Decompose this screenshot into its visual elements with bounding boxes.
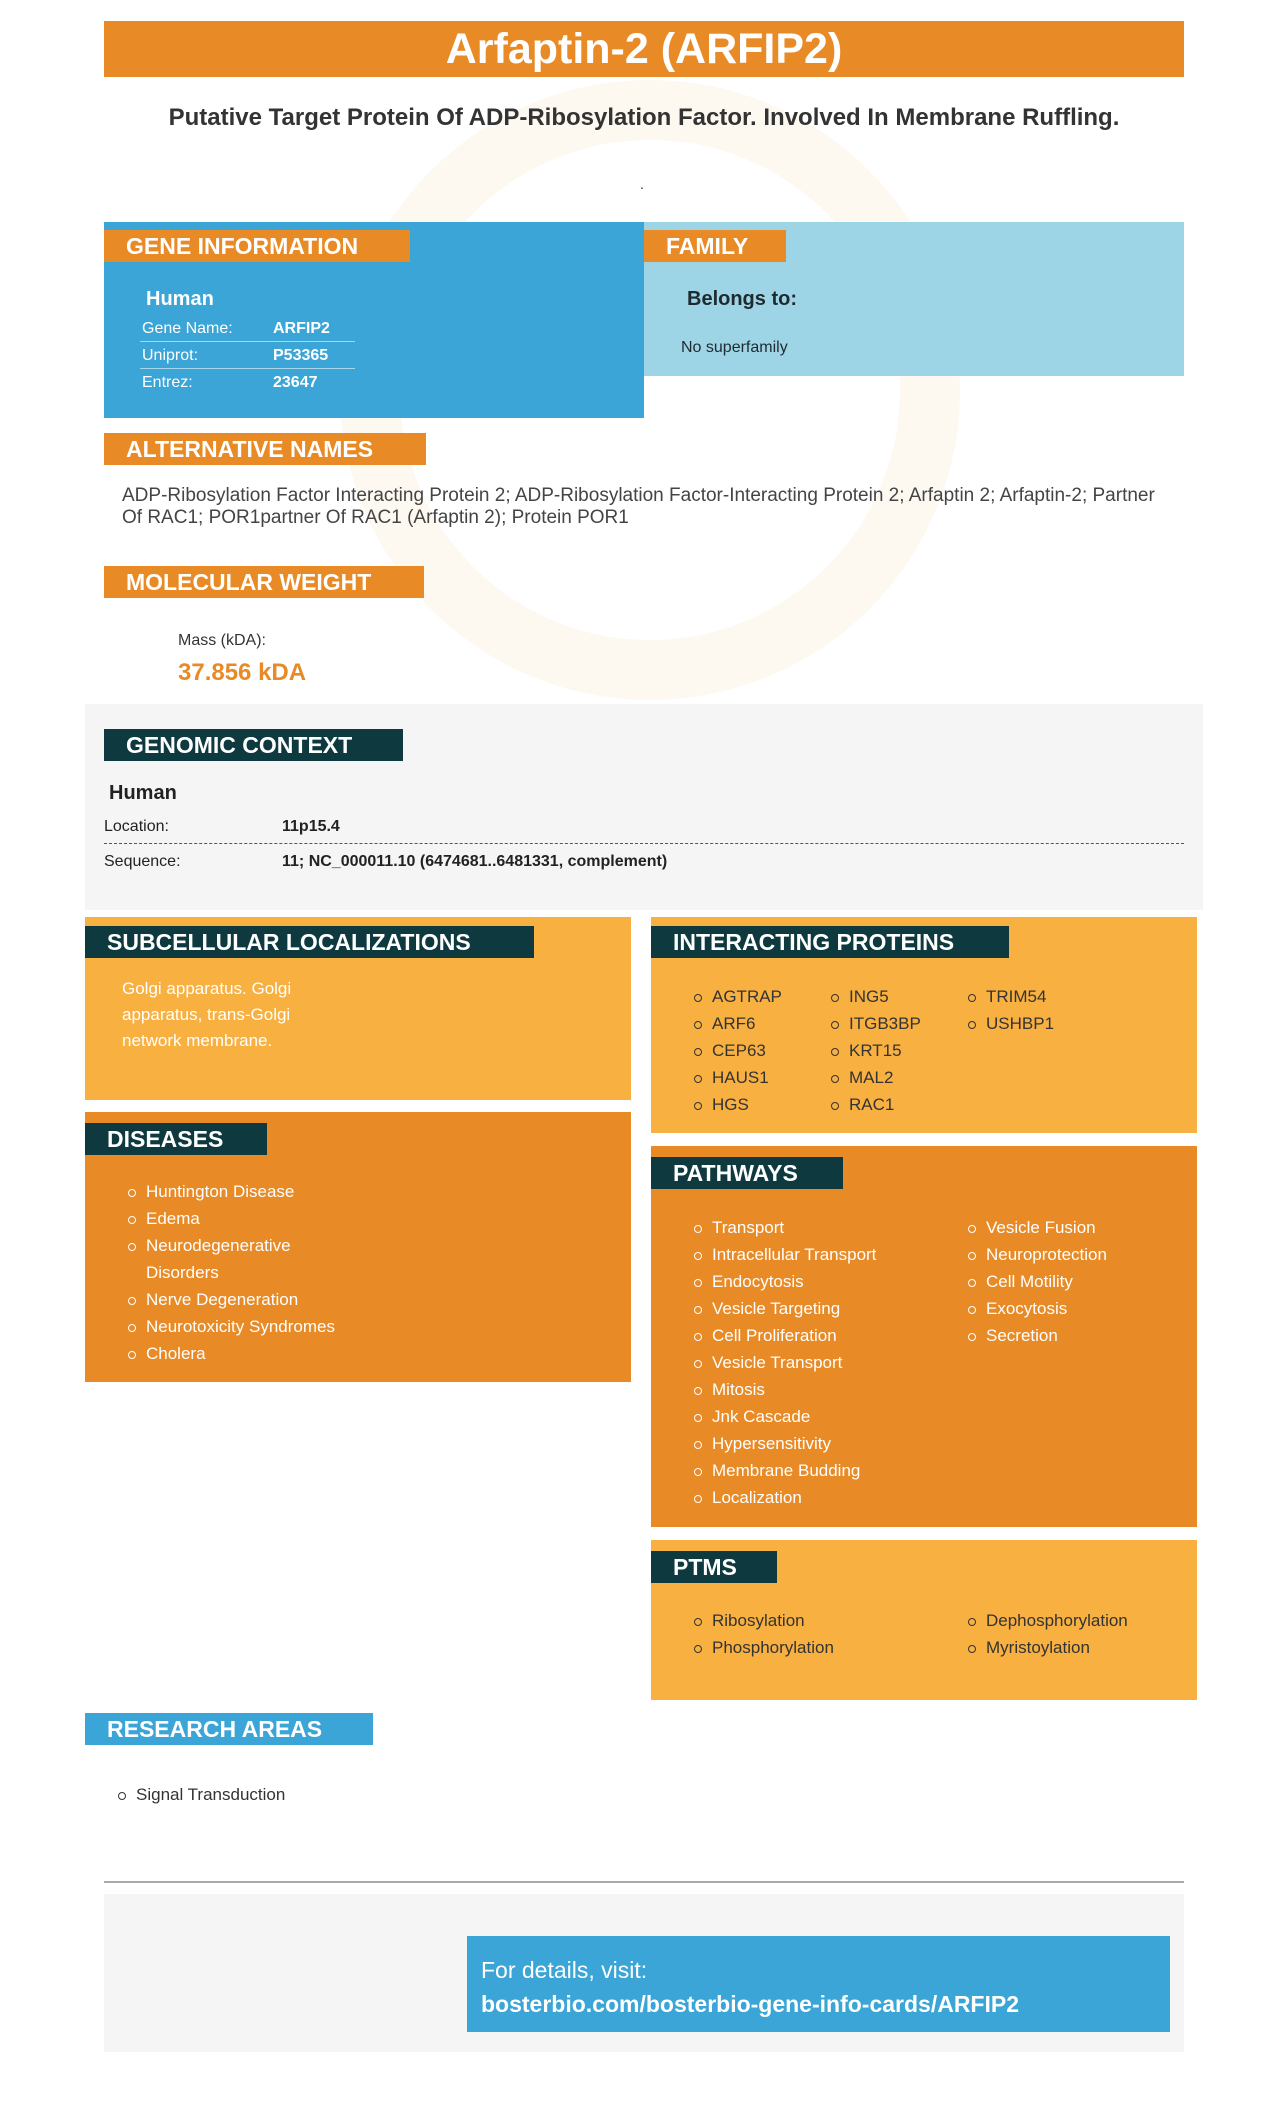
- list-item: ITGB3BP: [829, 1010, 959, 1037]
- list-item: Phosphorylation: [692, 1634, 952, 1661]
- list-item: KRT15: [829, 1037, 959, 1064]
- list-item: Intracellular Transport: [692, 1241, 952, 1268]
- list-item: Membrane Budding: [692, 1457, 952, 1484]
- mass-value: 37.856 kDA: [178, 659, 307, 686]
- list-item: Hypersensitivity: [692, 1430, 952, 1457]
- ptms-header: PTMS: [651, 1551, 777, 1583]
- list-item: Mitosis: [692, 1376, 952, 1403]
- genomic-species: Human: [109, 782, 177, 804]
- list-item: Cell Motility: [966, 1268, 1186, 1295]
- list-item: USHBP1: [966, 1010, 1096, 1037]
- subcellular-line: apparatus, trans-Golgi: [122, 1005, 291, 1024]
- details-link-url[interactable]: bosterbio.com/bosterbio-gene-info-cards/ARFIP2: [481, 1991, 1019, 2017]
- list-item: Signal Transduction: [116, 1781, 416, 1808]
- family-header: FAMILY: [644, 230, 786, 262]
- interacting-col-1: [692, 983, 822, 1118]
- list-item: Jnk Cascade: [692, 1403, 952, 1430]
- pathways-col-2: [966, 1214, 1186, 1349]
- list-item: Cholera: [126, 1340, 386, 1367]
- list-item: ING5: [829, 983, 959, 1010]
- list-item: RAC1: [829, 1091, 959, 1118]
- list-item: Neuroprotection: [966, 1241, 1186, 1268]
- list-item: Transport: [692, 1214, 952, 1241]
- entrez-row: [140, 369, 355, 396]
- page-title: Arfaptin-2 (ARFIP2): [104, 21, 1184, 77]
- alternative-names-header: ALTERNATIVE NAMES: [104, 433, 426, 465]
- subcellular-line: Golgi apparatus. Golgi: [122, 979, 292, 998]
- details-link[interactable]: [467, 1936, 1170, 2032]
- research-areas-list: [116, 1781, 416, 1808]
- ptms-col-1: [692, 1607, 952, 1661]
- list-item: Ribosylation: [692, 1607, 952, 1634]
- list-item: Myristoylation: [966, 1634, 1186, 1661]
- diseases-header: DISEASES: [85, 1123, 267, 1155]
- alternative-names-text: ADP-Ribosylation Factor Interacting Protein 2; ADP-Ribosylation Factor-Interacting Protein 2; Arfaptin 2; Arfaptin-2; Partner Of RAC1; POR1partner Of RAC1 (Arfaptin 2); Protein POR1: [122, 485, 1155, 528]
- sequence-label: Sequence:: [104, 853, 181, 870]
- molecular-weight-header: MOLECULAR WEIGHT: [104, 566, 424, 598]
- list-item: AGTRAP: [692, 983, 822, 1010]
- gene-species: Human: [146, 288, 214, 310]
- pathways-header: PATHWAYS: [651, 1157, 843, 1189]
- subcellular-header: SUBCELLULAR LOCALIZATIONS: [85, 926, 534, 958]
- details-link-intro: For details, visit:: [481, 1957, 648, 1983]
- list-item: Vesicle Transport: [692, 1349, 952, 1376]
- subcellular-line: network membrane.: [122, 1031, 273, 1050]
- location-value: 11p15.4: [282, 818, 340, 835]
- ptms-col-2: [966, 1607, 1186, 1661]
- separator-dot: .: [640, 176, 644, 192]
- list-item: Neurotoxicity Syndromes: [126, 1313, 386, 1340]
- gene-information-header: GENE INFORMATION: [104, 230, 410, 262]
- research-areas-header: RESEARCH AREAS: [85, 1713, 373, 1745]
- genomic-location-row: [104, 810, 1184, 844]
- uniprot-value: P53365: [273, 347, 329, 364]
- list-item: Secretion: [966, 1322, 1186, 1349]
- list-item: Vesicle Fusion: [966, 1214, 1186, 1241]
- list-item: HGS: [692, 1091, 822, 1118]
- interacting-col-3: [966, 983, 1096, 1037]
- list-item: TRIM54: [966, 983, 1096, 1010]
- subcellular-text: [122, 976, 291, 1054]
- footer-divider: [104, 1881, 1184, 1883]
- list-item: Exocytosis: [966, 1295, 1186, 1322]
- list-item: Neurodegenerative Disorders: [126, 1232, 316, 1286]
- uniprot-row: [140, 342, 355, 369]
- gene-name-value: ARFIP2: [273, 320, 330, 337]
- genomic-context-header: GENOMIC CONTEXT: [104, 729, 403, 761]
- uniprot-label: Uniprot:: [142, 347, 199, 364]
- location-label: Location:: [104, 818, 169, 835]
- pathways-col-1: [692, 1214, 952, 1511]
- gene-name-label: Gene Name:: [142, 320, 233, 337]
- list-item: Nerve Degeneration: [126, 1286, 386, 1313]
- list-item: Edema: [126, 1205, 386, 1232]
- list-item: Endocytosis: [692, 1268, 952, 1295]
- list-item: MAL2: [829, 1064, 959, 1091]
- interacting-proteins-header: INTERACTING PROTEINS: [651, 926, 1009, 958]
- list-item: HAUS1: [692, 1064, 822, 1091]
- genomic-sequence-row: [104, 845, 1184, 879]
- family-value: No superfamily: [681, 339, 788, 356]
- sequence-value: 11; NC_000011.10 (6474681..6481331, complement): [282, 853, 668, 870]
- list-item: Huntington Disease: [126, 1178, 386, 1205]
- entrez-value: 23647: [273, 374, 318, 391]
- list-item: Vesicle Targeting: [692, 1295, 952, 1322]
- diseases-list: [126, 1178, 386, 1367]
- interacting-col-2: [829, 983, 959, 1118]
- list-item: Localization: [692, 1484, 952, 1511]
- list-item: CEP63: [692, 1037, 822, 1064]
- family-belongs-label: Belongs to:: [687, 288, 797, 310]
- list-item: ARF6: [692, 1010, 822, 1037]
- list-item: Cell Proliferation: [692, 1322, 952, 1349]
- list-item: Dephosphorylation: [966, 1607, 1186, 1634]
- page-subtitle: Putative Target Protein Of ADP-Ribosylation Factor. Involved In Membrane Ruffling.: [168, 104, 1120, 131]
- entrez-label: Entrez:: [142, 374, 193, 391]
- mass-label: Mass (kDA):: [178, 632, 266, 649]
- gene-name-row: [140, 315, 355, 342]
